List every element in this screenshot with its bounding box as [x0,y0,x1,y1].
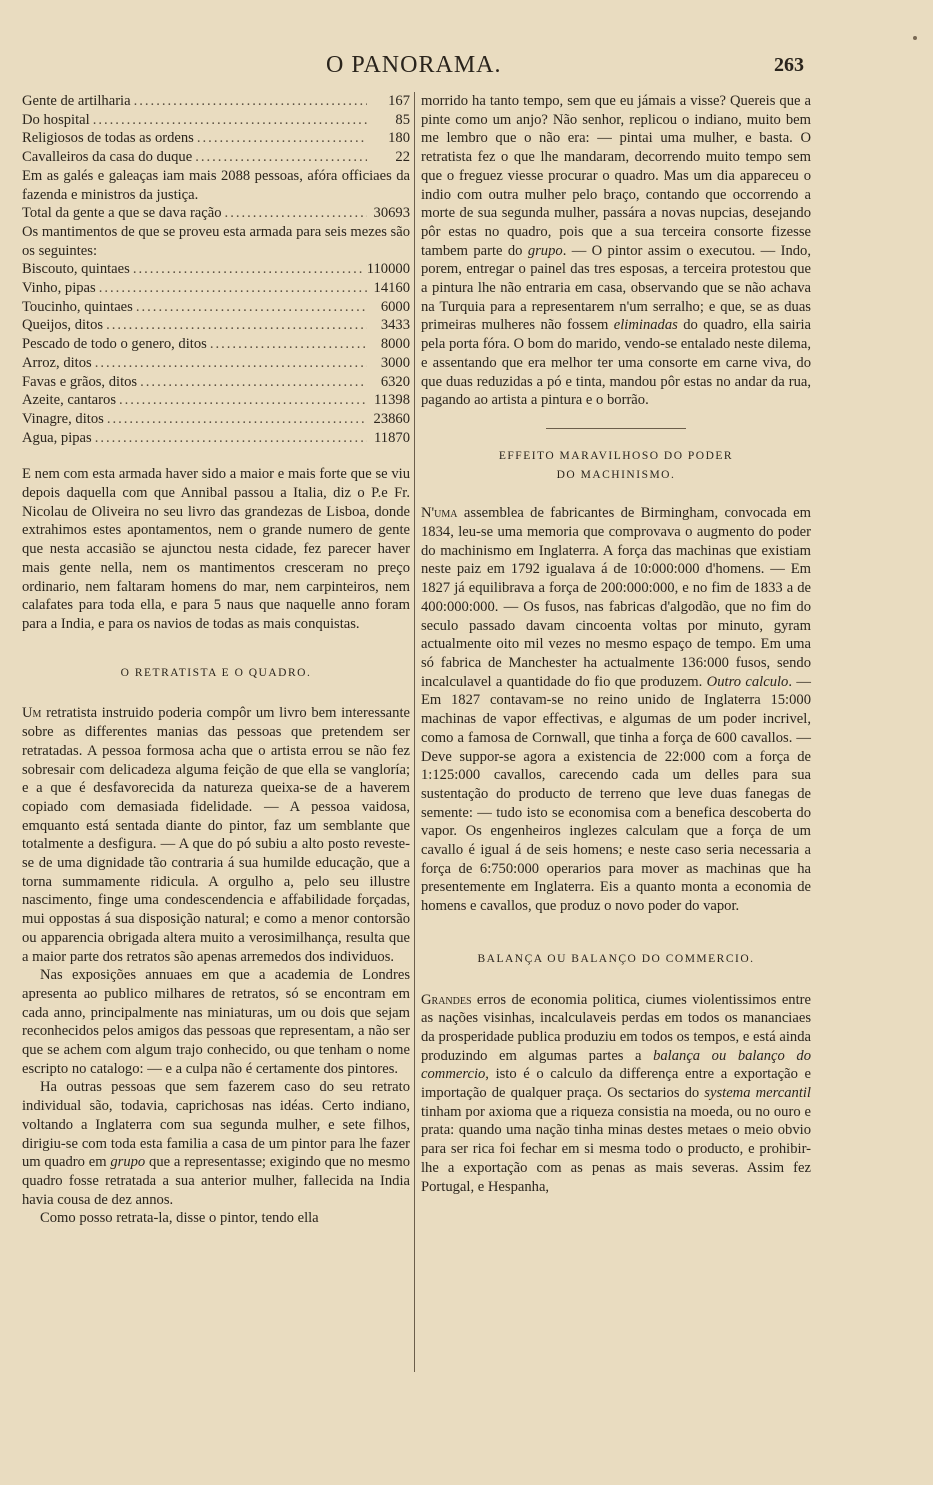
ledger-row: Religiosos de todas as ordens ..... 180 [22,129,410,148]
ledger-row: Azeite, cantaros ..... 11398 [22,391,410,410]
ledger-row: Agua, pipas ..... 11870 [22,429,410,448]
ledger-row: Pescado de todo o genero, ditos ..... 8000 [22,335,410,354]
ledger-row: Favas e grãos, ditos ..... 6320 [22,373,410,392]
provisions-intro: Os mantimentos de que se proveu esta armada para seis mezes são os seguintes: [22,223,410,259]
ledger-row: Cavalleiros da casa do duque ..... 22 [22,148,410,167]
portrait-paragraph-2: Nas exposições annuaes em que a academia de Londres apresenta ao publico milhares de retratos, só se encontram em cada anno, principalmente nas miniaturas, um ou dois que sejam reconhecidos pelos amigos das pessoas que representam, a não ser que se achem com algum trajo conhecido, ou que tenham o nome escripto no catalogo: — e a culpa não é certamente dos pintores. [22,967,410,1077]
left-column [22,92,410,1228]
portrait-paragraph-1: Um retratista instruido poderia compôr um livro bem interessante sobre as differentes manias das pessoas que pretendem ser retratadas. A pessoa formosa acha que o artista errou se não fez sobresair com delicadeza alguma feição de que ella se vangloría; e a que é desfavorecida da natureza queixa-se de a haverem copiado com demasiada fidelidade. — A pessoa vaidosa, emquanto está sentada diante do pintor, faz um semblante que totalmente a desfigura. — A que do pó subiu a alto posto reveste-se de uma dignidade tão contraria á sua humilde educação, que a torna summamente ridicula. A orgulho a, pelo seu illustre nascimento, finge uma condescendencia e affabilidade forçadas, mui oppostas á sua disposição natural; e como a menor contorsão ou apparencia obrigada altera muito a verosimilhança, resulta que a maior parte dos retratos são apenas arremedos dos individuos. [22,705,410,965]
provisions-ledger [22,260,410,447]
section-title-commerce: BALANÇA OU BALANÇO DO COMMERCIO. [477,952,755,965]
section-rule [546,428,686,429]
ledger-row: Toucinho, quintaes ..... 6000 [22,298,410,317]
ledger-row: Gente de artilharia ..... 167 [22,92,410,111]
commerce-paragraph: Grandes erros de economia politica, ciumes violentissimos entre as nações visinhas, incalculaveis perdas em todos os mananciaes da prosperidade publica produziu em todos os tempos, e está ainda produzindo em algumas partes a balança ou balanço do commercio, isto é o calculo da differença entre a exportação e importação de qualquer praça. Os sectarios do systema mercantil tinham por axioma que a riqueza consistia na moeda, ou no ouro e prata: quando uma nação tinha minas destes metaes o meio obvio para ser rica foi fechar em si mesma todo o producto, e prohibir-lhe a exportação com as penas as mais severas. Assim fez Portugal, e Hespanha, [421,991,811,1195]
machinery-paragraph: N'uma assemblea de fabricantes de Birmingham, convocada em 1834, leu-se uma memoria que comprovava o augmento do poder do machinismo em Inglaterra. A força das machinas que existiam neste paiz em 1792 igualava á de 10:000:000 d'homens. — Em 1827 já equilibrava a força de 200:000:000, e no fim de 1833 a de 400:000:000. — Os fusos, nas fabricas d'algodão, que no fim do seculo passado davam cincoenta voltas por minuto, gyram actualmente oito mil vezes no mesmo espaço de tempo. Em uma só fabrica de Manchester ha actualmente 136:000 fusos, sendo incalculavel a quantidade do fio que produzem. Outro calculo. — Em 1827 contavam-se no reino unido de Inglaterra 15:000 machinas de vapor effectivas, e algumas de um poder incrivel, como a famosa de Cornwall, que tinha a força de 600 cavallos. — Deve suppor-se agora a existencia de 22:000 com a força de 1:125:000 cavallos, carecendo cada um delles para sua sustentação do producto de terreno que leve duas fanegas de semente: — tudo isto se economisa com a benefica descoberta do vapor. Os engenheiros inglezes calculam que a força de um cavallo é igual á de seis homens; e neste caso seria necessaria a força de 6:750:000 operarios para mover as machinas que ha presentemente em Inglaterra. Eis a quanto monta a economia de homens e cavallos, que produz o novo poder do vapor. [421,505,811,915]
page-number: 263 [774,54,804,76]
armada-paragraph: E nem com esta armada haver sido a maior e mais forte que se viu depois daquella com que Annibal passou a Italia, diz o P.e Fr. Nicolau de Oliveira no seu livro das grandezas de Lisboa, donde extrahimos estes apontamentos, nem o grande numero de gente que nesta accasião se ajunctou nesta cidade, fez parecer haver mais gente nella, nem os mantimentos cresceram no preço ordinario, nem faltaram homens do mar, nem carpinteiros, nem calafates para toda ella, e para 5 naus que naquelle anno foram para a India, e para os navios de todas as mais conquistas. [22,466,410,632]
column-divider [414,92,415,1372]
personnel-ledger [22,92,410,167]
ledger-row: Arroz, ditos ..... 3000 [22,354,410,373]
ledger-row: Biscouto, quintaes ..... 110000 [22,260,410,279]
portrait-continuation: morrido ha tanto tempo, sem que eu jámais a visse? Quereis que a pinte como um anjo? Não senhor, replicou o indiano, muito bem me lembro que o não era: — pintai uma mulher, e basta. O retratista fez o que lhe mandaram, decorrendo muito tempo sem que o freguez viesse procurar o quadro. Mas um dia appareceu o indio com outra mulher pelo braço, contando que occorrendo a morte de sua segunda mulher, passára a novas nupcias, desejando pôr estas no quadro, pois que a sua terceira consorte fizesse tambem parte do grupo. — O pintor assim o executou. — Indo, porem, entregar o painel das tres esposas, a terceira protestou que a pintura lhe não entraria em casa, observando que se não achava na Turquia para a representarem n'um serralho; e que, se as duas primeiras mulheres não fossem eliminadas do quadro, ella sairia pela porta fóra. O bom do marido, vendo-se entalado neste dilema, e assentando que era melhor ter uma consorte em carne viva, do que duas reduzidas a pó e tinta, mandou pôr estas no andar da rua, pagando ao artista a pintura e o borrão. [421,93,811,409]
ledger-row: Vinho, pipas ..... 14160 [22,279,410,298]
right-column [421,92,811,1196]
publication-title: O PANORAMA. [326,52,502,78]
ledger-row: Vinagre, ditos ..... 23860 [22,410,410,429]
ledger-row: Queijos, ditos ..... 3433 [22,316,410,335]
page-header [0,52,933,82]
portrait-paragraph-3: Ha outras pessoas que sem fazerem caso do seu retrato individual são, todavia, caprichosas nas idéas. Certo indiano, voltando a Inglaterra com sua segunda mulher, e sete filhos, dirigiu-se com toda esta familia a casa de um pintor para lhe fazer um quadro em grupo que a representasse; exigindo que no mesmo quadro fosse retratada a sua anterior mulher, fallecida na India havia cousa de dez annos. [22,1079,411,1208]
ledger-row-total: Total da gente a que se dava ração ..... 30693 [22,204,410,223]
portrait-paragraph-4: Como posso retrata-la, disse o pintor, tendo ella [40,1210,319,1227]
galleys-note: Em as galés e galeaças iam mais 2088 pessoas, afóra officiaes da fazenda e ministros da justiça. [22,167,410,203]
section-title-machinery: EFFEITO MARAVILHOSO DO PODER DO MACHINISMO. [498,449,734,481]
ink-spot [913,36,917,40]
total-ledger [22,204,410,223]
ledger-row: Do hospital ..... 85 [22,111,410,130]
section-title-portrait: O RETRATISTA E O QUADRO. [120,666,312,679]
